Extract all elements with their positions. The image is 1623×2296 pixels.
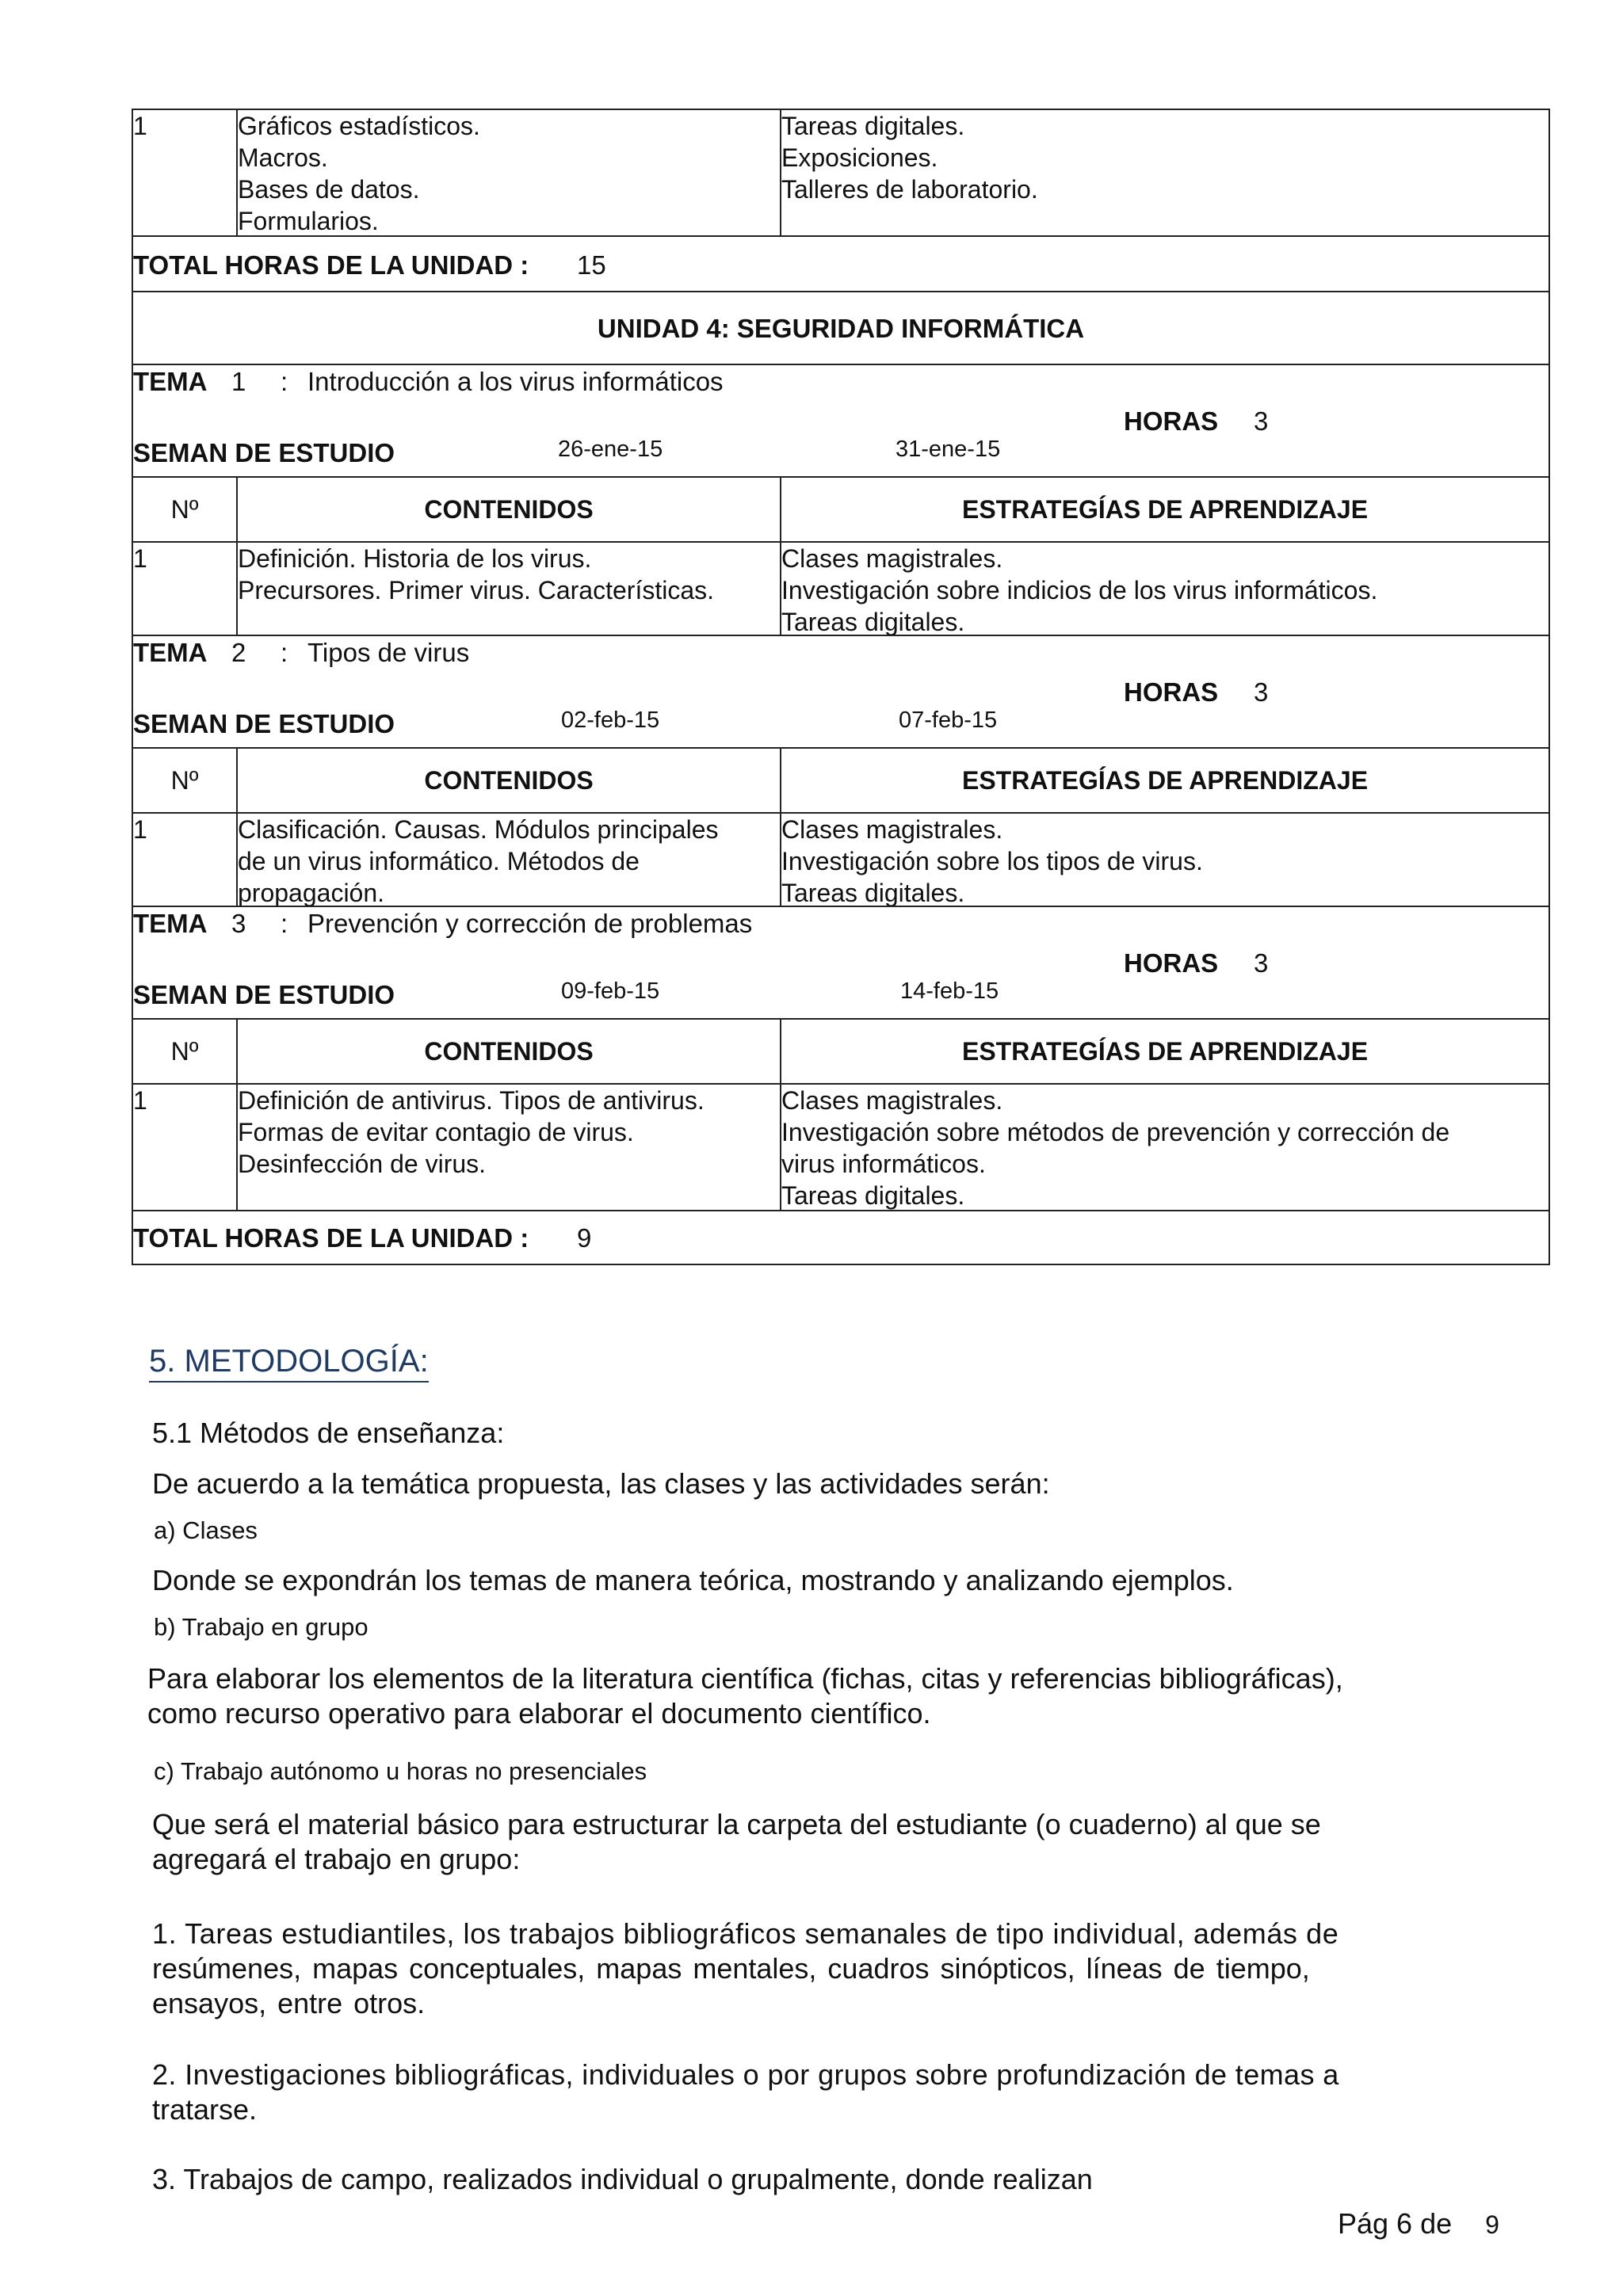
total-hours-row: [132, 1210, 1550, 1265]
unit-title-row: [132, 291, 1550, 364]
semana-end: 14-feb-15: [900, 978, 999, 1004]
contenido-line: Precursores. Primer virus. Características.: [238, 576, 715, 605]
horas-label: HORAS: [1124, 406, 1219, 436]
contenido-line: Desinfección de virus.: [238, 1150, 487, 1178]
item-b-text-line: Para elaborar los elementos de la literatura científica (fichas, citas y referencias bibliográficas),: [147, 1662, 1343, 1695]
semana-end: 31-ene-15: [896, 437, 1001, 462]
column-header-row: [132, 747, 1550, 812]
col-header-estrategias: ESTRATEGÍAS DE APRENDIZAJE: [961, 765, 1369, 795]
contenidos-cell: [238, 814, 781, 906]
semana-label: SEMAN DE ESTUDIO: [133, 980, 395, 1009]
item-c-text-line: Que será el material básico para estructurar la carpeta del estudiante (o cuaderno) al que se: [152, 1808, 1321, 1840]
estrategia-line: Tareas digitales.: [781, 112, 965, 140]
estrategia-line: Clases magistrales.: [781, 1086, 1003, 1115]
estrategia-line: Tareas digitales.: [781, 608, 965, 636]
subsection-title: 5.1 Métodos de enseñanza:: [152, 1417, 505, 1449]
tema-title: Introducción a los virus informáticos: [307, 367, 724, 396]
contenido-line: Formularios.: [238, 207, 379, 235]
semana-start: 02-feb-15: [561, 707, 660, 733]
estrategia-line: Exposiciones.: [781, 143, 938, 172]
contenido-line: propagación.: [238, 879, 385, 907]
contenido-line: Definición. Historia de los virus.: [238, 544, 592, 573]
total-hours-label: TOTAL HORAS DE LA UNIDAD :: [133, 250, 529, 280]
page-label: Pág 6 de: [1338, 2207, 1453, 2240]
item-b-label: b) Trabajo en grupo: [154, 1613, 369, 1641]
item-c-text-line: agregará el trabajo en grupo:: [152, 1843, 521, 1875]
section-title: 5. METODOLOGÍA:: [149, 1344, 429, 1383]
contenido-line: Formas de evitar contagio de virus.: [238, 1118, 634, 1146]
col-header-contenidos: CONTENIDOS: [238, 749, 781, 812]
page-number: [1338, 2207, 1499, 2241]
tema-label: TEMA: [133, 638, 208, 667]
total-hours-value: 9: [577, 1223, 592, 1253]
col-header-contenidos: CONTENIDOS: [238, 478, 781, 541]
tema-label: TEMA: [133, 367, 208, 396]
estrategia-line: virus informáticos.: [781, 1150, 986, 1178]
table-row: [132, 541, 1550, 635]
semana-label: SEMAN DE ESTUDIO: [133, 438, 395, 467]
tema-header-row: [132, 906, 1550, 1018]
semana-start: 26-ene-15: [558, 437, 663, 462]
contenido-line: Bases de datos.: [238, 175, 420, 204]
table-row: [132, 1083, 1550, 1210]
tema-title: Prevención y corrección de problemas: [307, 909, 753, 938]
list-item-2-line: 2. Investigaciones bibliográficas, individuales o por grupos sobre profundización de temas a: [152, 2058, 1339, 2091]
estrategias-cell: [781, 543, 1549, 635]
estrategia-line: Tareas digitales.: [781, 1181, 965, 1210]
col-header-num: Nº: [133, 1020, 238, 1083]
column-header-row: [132, 1018, 1550, 1083]
semana-start: 09-feb-15: [561, 978, 660, 1004]
estrategia-line: Investigación sobre métodos de prevención y corrección de: [781, 1118, 1450, 1146]
estrategias-cell: [781, 814, 1549, 906]
estrategias-cell: [781, 1085, 1549, 1210]
intro-text: De acuerdo a la temática propuesta, las clases y las actividades serán:: [152, 1467, 1050, 1500]
contenidos-cell: [238, 110, 781, 235]
list-item-2-line: tratarse.: [152, 2093, 258, 2126]
estrategia-line: Talleres de laboratorio.: [781, 175, 1038, 204]
tema-label: TEMA: [133, 909, 208, 938]
tema-colon: :: [281, 367, 288, 396]
col-header-num: Nº: [133, 749, 238, 812]
horas-value: 3: [1254, 677, 1269, 707]
unit-title: UNIDAD 4: SEGURIDAD INFORMÁTICA: [597, 314, 1085, 343]
item-a-label: a) Clases: [154, 1516, 258, 1544]
row-number: 1: [133, 543, 238, 635]
unit-table: [132, 109, 1550, 1265]
list-item-1-line: 1. Tareas estudiantiles, los trabajos bibliográficos semanales de tipo individual, además de: [152, 1917, 1339, 1950]
estrategia-line: Tareas digitales.: [781, 879, 965, 907]
horas-value: 3: [1254, 948, 1269, 978]
tema-title: Tipos de virus: [307, 638, 470, 667]
estrategia-line: Clases magistrales.: [781, 815, 1003, 844]
estrategias-cell: [781, 110, 1549, 235]
horas-label: HORAS: [1124, 948, 1219, 978]
horas-value: 3: [1254, 406, 1269, 436]
col-header-num: Nº: [133, 478, 238, 541]
tema-colon: :: [281, 638, 288, 667]
table-row: [132, 109, 1550, 235]
list-item-1-line: resúmenes, mapas conceptuales, mapas mentales, cuadros sinópticos, líneas de tiempo,: [152, 1952, 1310, 1985]
col-header-estrategias: ESTRATEGÍAS DE APRENDIZAJE: [961, 1036, 1369, 1066]
list-item-1-line: ensayos, entre otros.: [152, 1987, 426, 2019]
tema-header-row: [132, 364, 1550, 476]
total-hours-label: TOTAL HORAS DE LA UNIDAD :: [133, 1223, 529, 1253]
total-hours-value: 15: [577, 250, 606, 280]
col-header-estrategias: ESTRATEGÍAS DE APRENDIZAJE: [961, 494, 1369, 524]
item-b-text-line: como recurso operativo para elaborar el documento científico.: [147, 1697, 931, 1730]
col-header-contenidos: CONTENIDOS: [238, 1020, 781, 1083]
estrategia-line: Investigación sobre indicios de los virus informáticos.: [781, 576, 1378, 605]
tema-colon: :: [281, 909, 288, 938]
tema-header-row: [132, 635, 1550, 747]
semana-end: 07-feb-15: [899, 707, 998, 733]
row-number: 1: [133, 1085, 238, 1210]
list-item-3-line: 3. Trabajos de campo, realizados individual o grupalmente, donde realizan: [152, 2163, 1093, 2195]
horas-label: HORAS: [1124, 677, 1219, 707]
contenido-line: Definición de antivirus. Tipos de antivirus.: [238, 1086, 705, 1115]
tema-number: 2: [231, 638, 246, 667]
item-c-label: c) Trabajo autónomo u horas no presenciales: [154, 1757, 647, 1785]
contenido-line: de un virus informático. Métodos de: [238, 847, 640, 875]
page-total: 9: [1485, 2210, 1499, 2239]
contenidos-cell: [238, 1085, 781, 1210]
item-a-text: Donde se expondrán los temas de manera teórica, mostrando y analizando ejemplos.: [152, 1564, 1234, 1596]
row-number: 1: [133, 110, 238, 235]
contenido-line: Macros.: [238, 143, 328, 172]
row-number: 1: [133, 814, 238, 906]
column-header-row: [132, 476, 1550, 541]
contenido-line: Clasificación. Causas. Módulos principales: [238, 815, 719, 844]
estrategia-line: Clases magistrales.: [781, 544, 1003, 573]
contenido-line: Gráficos estadísticos.: [238, 112, 480, 140]
tema-number: 3: [231, 909, 246, 938]
tema-number: 1: [231, 367, 246, 396]
contenidos-cell: [238, 543, 781, 635]
estrategia-line: Investigación sobre los tipos de virus.: [781, 847, 1203, 875]
total-hours-row: [132, 235, 1550, 291]
semana-label: SEMAN DE ESTUDIO: [133, 709, 395, 738]
table-row: [132, 812, 1550, 906]
